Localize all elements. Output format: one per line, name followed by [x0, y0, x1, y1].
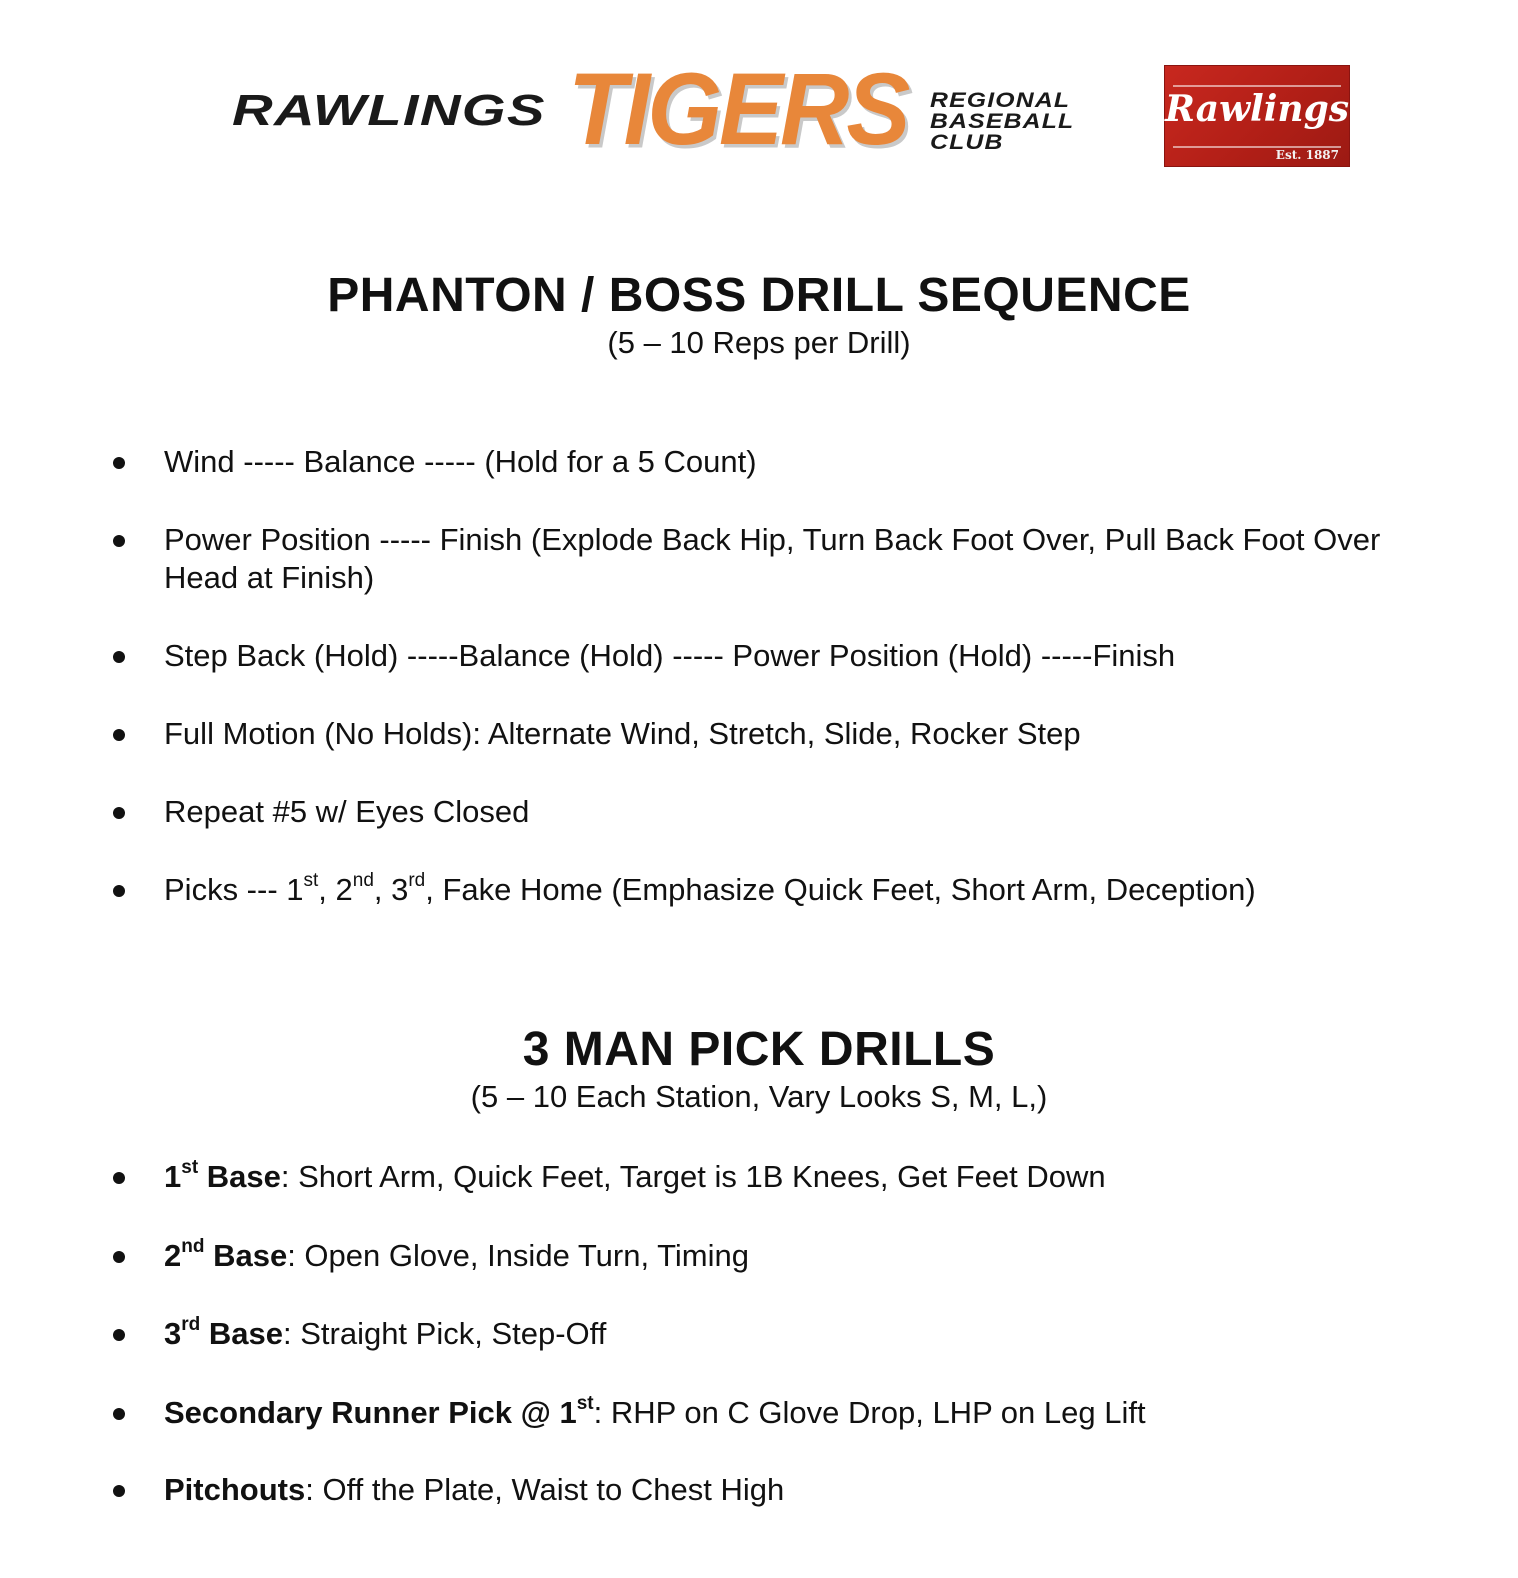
station-name [164, 1156, 281, 1194]
station-number: 2 [164, 1238, 182, 1273]
text-fragment: Picks --- 1 [164, 872, 304, 907]
logo-club-line: CLUB [930, 131, 1004, 154]
bullet-icon [113, 1172, 125, 1184]
item-text: Step Back (Hold) -----Balance (Hold) ----- Power Position (Hold) -----Finish [164, 638, 1176, 673]
station-number: 1 [164, 1159, 182, 1194]
bullet-icon [113, 1408, 125, 1420]
logo-club-line: REGIONAL [930, 89, 1071, 112]
item-text: Power Position ----- Finish (Explode Back Hip, Turn Back Foot Over, Pull Back Foot Over Head at Finish) [164, 522, 1381, 595]
item-text [164, 1158, 1404, 1196]
ordinal-suffix: rd [181, 1313, 201, 1335]
station-label: Base [200, 1316, 283, 1351]
text-fragment: , Fake Home (Emphasize Quick Feet, Short Arm, Deception) [425, 872, 1256, 907]
bullet-icon [113, 807, 125, 819]
ordinal-suffix: st [303, 869, 319, 891]
station-name [164, 1392, 594, 1430]
tigers-club-logo [232, 53, 1102, 167]
item-text [164, 871, 1404, 909]
item-text: Full Motion (No Holds): Alternate Wind, Stretch, Slide, Rocker Step [164, 716, 1081, 751]
section1-heading [0, 268, 1518, 361]
station-number: 3 [164, 1316, 182, 1351]
station-description: : Open Glove, Inside Turn, Timing [287, 1238, 749, 1273]
bullet-icon [113, 457, 125, 469]
bullet-icon [113, 1251, 125, 1263]
item-text [164, 1471, 1404, 1509]
bullet-icon [113, 729, 125, 741]
ordinal-suffix: nd [181, 1235, 205, 1257]
bullet-icon [113, 885, 125, 897]
logo-est-text: Est. 1887 [1275, 148, 1339, 162]
section1-subtitle: (5 – 10 Reps per Drill) [607, 325, 911, 360]
text-fragment: , 3 [373, 872, 409, 907]
station-name [164, 1313, 283, 1351]
item-text [164, 1315, 1404, 1353]
item-text: Wind ----- Balance ----- (Hold for a 5 Count) [164, 444, 757, 479]
station-description: : Straight Pick, Step-Off [282, 1316, 607, 1351]
logo-club-lines [930, 90, 1110, 153]
section2-title: 3 MAN PICK DRILLS [522, 1023, 996, 1076]
ordinal-suffix: st [576, 1392, 594, 1414]
section2-heading [0, 1022, 1518, 1115]
station-name [164, 1235, 288, 1273]
bullet-icon [113, 535, 125, 547]
logo-tigers-text: TIGERS [568, 53, 908, 167]
text-fragment: , 2 [318, 872, 353, 907]
logo-club-line: BASEBALL [930, 110, 1075, 133]
item-text [164, 1237, 1404, 1275]
item-text [164, 1394, 1404, 1432]
section2-subtitle: (5 – 10 Each Station, Vary Looks S, M, L,) [470, 1079, 1048, 1114]
ordinal-suffix: nd [352, 869, 374, 891]
bullet-icon [113, 1329, 125, 1341]
logo-rawlings-script: Rawlings [1165, 88, 1350, 130]
station-number: Secondary Runner Pick @ 1 [164, 1395, 577, 1430]
section1-title: PHANTON / BOSS DRILL SEQUENCE [327, 269, 1191, 322]
ordinal-suffix: st [181, 1156, 199, 1178]
bullet-icon [113, 651, 125, 663]
logo-rawlings-text: RAWLINGS [232, 86, 546, 135]
station-description: : RHP on C Glove Drop, LHP on Leg Lift [593, 1395, 1146, 1430]
rawlings-brand-logo [1164, 65, 1350, 167]
bullet-icon [113, 1485, 125, 1497]
station-label: Base [198, 1159, 281, 1194]
station-description: : Off the Plate, Waist to Chest High [305, 1472, 785, 1507]
ordinal-suffix: rd [408, 869, 426, 891]
logo-ribbon-line [1173, 85, 1341, 87]
station-description: : Short Arm, Quick Feet, Target is 1B Knees, Get Feet Down [280, 1159, 1106, 1194]
item-text: Repeat #5 w/ Eyes Closed [164, 794, 530, 829]
station-label: Base [204, 1238, 288, 1273]
station-name: Pitchouts [164, 1472, 306, 1507]
